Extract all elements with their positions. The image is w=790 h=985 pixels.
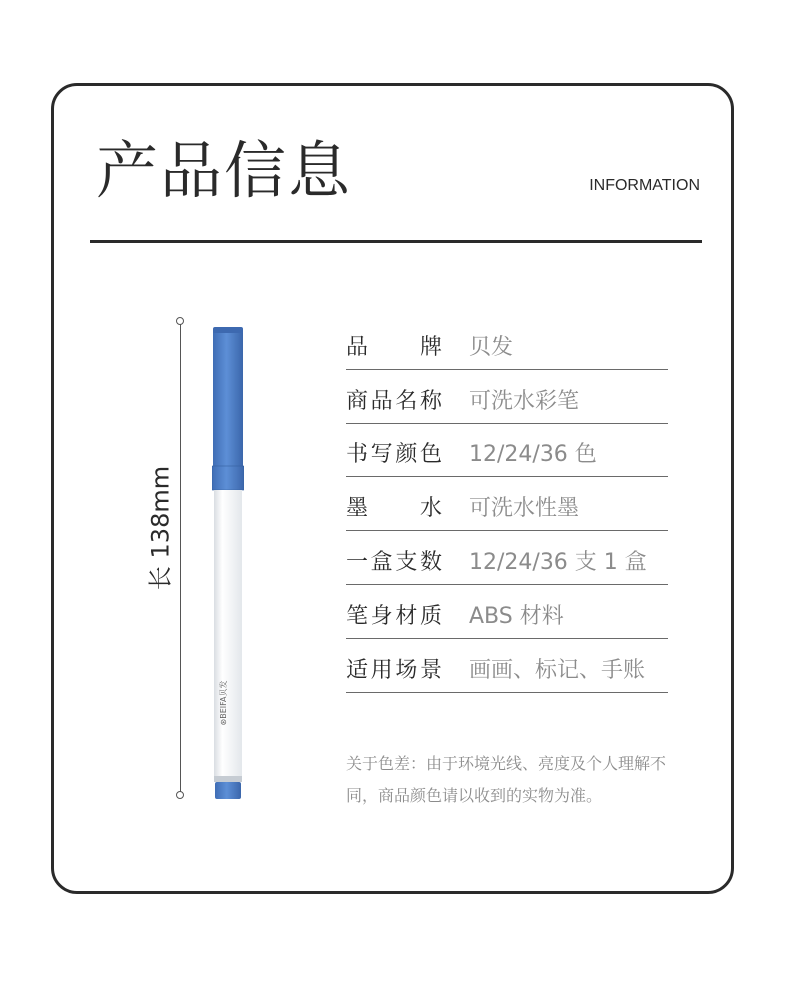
- spec-value: 可洗水性墨: [469, 496, 580, 522]
- spec-row-ink: [346, 477, 668, 531]
- spec-label: 墨水: [346, 496, 442, 522]
- pen-body: [214, 490, 242, 776]
- spec-value: 12/24/36 支 1 盒: [469, 550, 647, 576]
- spec-row-colors: [346, 424, 668, 478]
- spec-label: 品牌: [346, 334, 442, 360]
- pen-illustration: [212, 327, 244, 799]
- header-divider: [90, 240, 702, 243]
- page-subtitle: INFORMATION: [589, 177, 700, 194]
- pen-brand-mark: ⊛BEIFA贝发: [219, 680, 228, 726]
- length-dimension-line: [180, 321, 181, 795]
- spec-label: 一盒支数: [346, 550, 442, 576]
- spec-value: ABS 材料: [469, 603, 564, 629]
- pen-cap: [213, 333, 243, 466]
- length-label: 长 138mm: [146, 465, 175, 591]
- spec-table: [346, 316, 668, 693]
- spec-label: 笔身材质: [346, 603, 442, 629]
- pen-cap-band: [212, 466, 244, 490]
- pen-end-ring: [214, 776, 242, 782]
- page-title: 产品信息: [96, 134, 353, 207]
- dimension-top-endpoint: [176, 317, 184, 325]
- spec-label: 书写颜色: [346, 442, 442, 468]
- spec-row-usage: [346, 639, 668, 693]
- spec-value: 画画、标记、手账: [469, 657, 646, 683]
- pen-end-cap: [215, 782, 241, 799]
- spec-row-product-name: [346, 370, 668, 424]
- spec-label: 适用场景: [346, 657, 442, 683]
- spec-value: 可洗水彩笔: [469, 388, 580, 414]
- spec-row-brand: [346, 316, 668, 370]
- spec-value: 12/24/36 色: [469, 442, 597, 468]
- spec-value: 贝发: [469, 334, 514, 360]
- spec-row-material: [346, 585, 668, 639]
- color-disclaimer: 关于色差：由于环境光线、亮度及个人理解不同，商品颜色请以收到的实物为准。: [346, 754, 667, 805]
- dimension-bottom-endpoint: [176, 791, 184, 799]
- spec-row-quantity: [346, 531, 668, 585]
- spec-label: 商品名称: [346, 388, 442, 414]
